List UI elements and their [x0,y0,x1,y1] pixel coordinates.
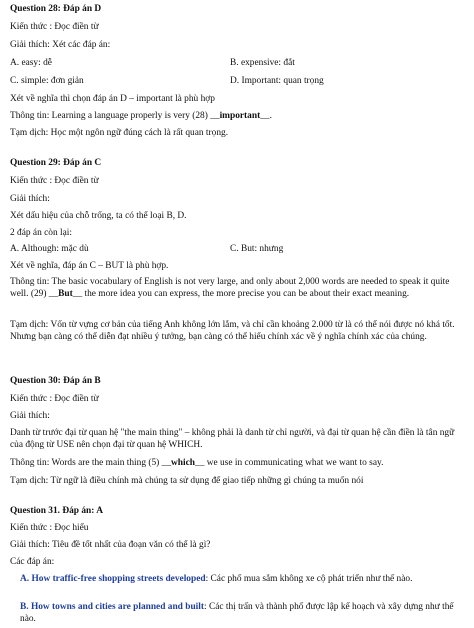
q31-explanation: Giải thích: Tiêu đề tốt nhất của đoạn văn có thể là gì? [10,540,211,550]
q31-options-label: Các đáp án: [10,557,55,567]
q29-explanation: Giải thích: [10,194,50,204]
q29-option-a: A. Although: mặc dù [10,244,89,254]
q28-explanation: Giải thích: Xét các đáp án: [10,40,111,50]
q30-knowledge: Kiến thức : Đọc điền từ [10,394,99,404]
q30-title: Question 30: Đáp án B [10,376,101,386]
q29-info: Thông tin: The basic vocabulary of English is not very large, and only about 2,000 words are needed to speak it quite well. (29) __But__ the more idea you can express, the more precise you can be about their exact meaning. [10,277,450,299]
q28-option-c: C. simple: đơn giản [10,76,84,86]
q28-option-b: B. expensive: đắt [230,58,295,68]
q29-knowledge: Kiến thức : Đọc điền từ [10,176,99,186]
q28-option-d: D. Important: quan trọng [230,76,324,86]
q29-conclusion: Xét về nghĩa, đáp án C – BUT là phù hợp. [10,261,169,271]
q30-explanation: Giải thích: [10,411,50,421]
q28-title: Question 28: Đáp án D [10,4,102,14]
q28-info: Thông tin: Learning a language properly is very (28) __important__. [10,111,272,121]
q30-info: Thông tin: Words are the main thing (5) __which__ we use in communicating what we want to say. [10,458,384,468]
q29-option-c: C. But: nhưng [230,244,284,254]
q31-option-b: B. How towns and cities are planned and built: Các thị trấn và thành phố được lập kế hoạch và xây dựng như thế nào. [20,602,454,624]
q30-translation: Tạm dịch: Từ ngữ là điều chính mà chúng ta sử dụng để giao tiếp những gì chúng ta muốn nói [10,476,364,486]
q31-knowledge: Kiến thức : Đọc hiểu [10,523,89,533]
q30-answer: which [171,458,195,468]
q29-answer: But [58,288,73,299]
q29-remaining: 2 đáp án còn lại: [10,228,72,238]
q28-answer: important [219,111,261,121]
q31-option-a: A. How traffic-free shopping streets developed: Các phố mua sắm không xe cộ phát triển như thế nào. [20,574,413,584]
q28-knowledge: Kiến thức : Đọc điền từ [10,22,99,32]
q29-translation: Tạm dịch: Vốn từ vựng cơ bản của tiếng Anh không lớn lắm, và chỉ cần khoảng 2.000 từ là có thể nói được nó khá tốt. Nhưng bạn càng có thể diễn đạt nhiều ý tưởng, bạn càng có thể hiểu chính xác về ý nghĩa chính xác của chúng. [10,320,455,342]
q31-title: Question 31. Đáp án: A [10,506,103,516]
q29-sign: Xét dấu hiệu của chỗ trống, ta có thể loại B, D. [10,211,187,221]
q29-title: Question 29: Đáp án C [10,158,102,168]
q28-option-a: A. easy: dễ [10,58,52,68]
q30-detail: Danh từ trước đại từ quan hệ "the main thing" – không phải là danh từ chỉ người, và đại từ quan hệ cần điền là tân ngữ của động từ USE nên chọn đại từ quan hệ WHICH. [10,428,455,450]
q28-conclusion: Xét về nghĩa thì chọn đáp án D – important là phù hợp [10,94,215,104]
q28-translation: Tạm dịch: Học một ngôn ngữ đúng cách là rất quan trọng. [10,128,229,138]
